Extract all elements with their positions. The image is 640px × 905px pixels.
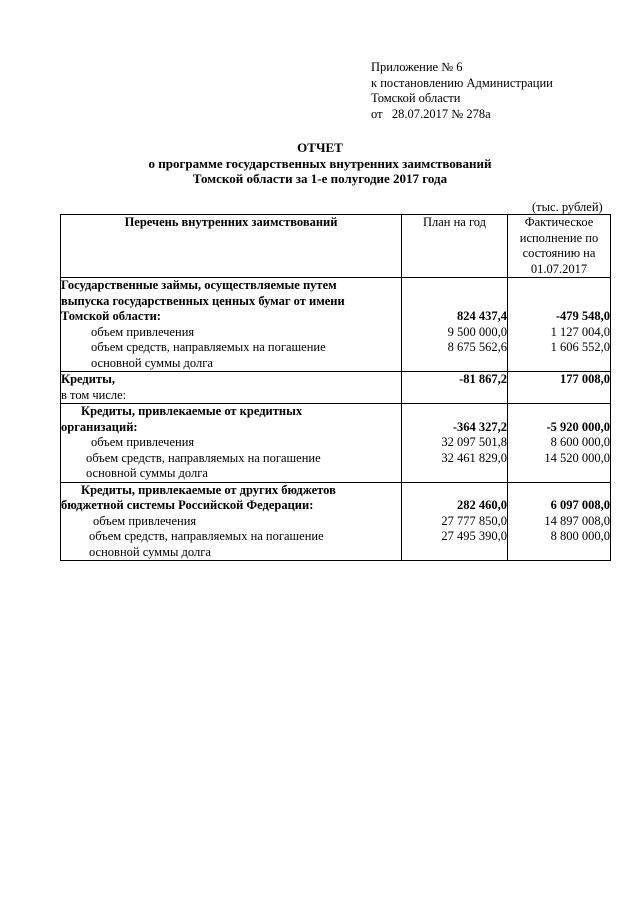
row-label: в том числе: bbox=[61, 387, 127, 402]
fact-cell bbox=[508, 372, 611, 404]
plan-cell bbox=[402, 404, 508, 483]
plan-cell bbox=[402, 372, 508, 404]
row-label: выпуска государственных ценных бумаг от имени bbox=[61, 293, 345, 308]
header-name: Перечень внутренних заимствований bbox=[61, 215, 402, 278]
row-label: основной суммы долга bbox=[91, 355, 213, 370]
row-label: организаций: bbox=[61, 419, 138, 434]
title-period: Томской области за 1-е полугодие 2017 года bbox=[192, 171, 448, 186]
plan-value: 282 460,0 bbox=[457, 498, 507, 512]
row-label: основной суммы долга bbox=[86, 466, 208, 480]
fact-value: 14 520 000,0 bbox=[544, 450, 610, 465]
fact-value: 14 897 008,0 bbox=[544, 513, 610, 528]
plan-cell bbox=[402, 482, 508, 561]
appendix-reference bbox=[371, 60, 553, 122]
row-label: объем средств, направляемых на погашение bbox=[91, 340, 326, 354]
row-label: Государственные займы, осуществляемые путем bbox=[61, 278, 337, 292]
plan-value: 27 777 850,0 bbox=[441, 513, 507, 528]
fact-cell bbox=[508, 278, 611, 372]
appendix-region: Томской области bbox=[371, 91, 461, 105]
row-name-cell bbox=[61, 404, 402, 483]
header-fact bbox=[508, 215, 611, 278]
row-label: бюджетной системы Российской Федерации: bbox=[61, 498, 314, 512]
header-fact-line: Фактическое bbox=[524, 215, 594, 229]
header-fact-line: 01.07.2017 bbox=[530, 261, 588, 276]
plan-value: 32 461 829,0 bbox=[441, 450, 507, 465]
table-row bbox=[61, 404, 611, 483]
appendix-number: Приложение № 6 bbox=[371, 60, 463, 74]
row-label: Томской области: bbox=[61, 309, 161, 323]
plan-cell bbox=[402, 278, 508, 372]
header-fact-line: исполнение по bbox=[519, 230, 599, 245]
report-title bbox=[0, 140, 640, 187]
plan-value: 9 500 000,0 bbox=[447, 324, 507, 339]
row-label: Кредиты, bbox=[61, 372, 115, 386]
table-header-row bbox=[61, 215, 611, 278]
plan-value: 27 495 390,0 bbox=[441, 529, 507, 543]
header-plan: План на год bbox=[402, 215, 508, 278]
row-name-cell bbox=[61, 278, 402, 372]
row-label: объем привлечения bbox=[91, 435, 195, 449]
appendix-decree: к постановлению Администрации bbox=[371, 75, 553, 90]
plan-value: -364 327,2 bbox=[452, 419, 507, 434]
row-name-cell bbox=[61, 372, 402, 404]
table-row bbox=[61, 372, 611, 404]
plan-value: -81 867,2 bbox=[459, 372, 507, 386]
plan-value: 824 437,4 bbox=[457, 309, 507, 323]
table-row bbox=[61, 482, 611, 561]
fact-value: -5 920 000,0 bbox=[546, 419, 610, 434]
appendix-date: от 28.07.2017 № 278а bbox=[371, 106, 491, 121]
fact-value: 1 606 552,0 bbox=[550, 340, 610, 354]
table-row bbox=[61, 278, 611, 372]
row-label: объем средств, направляемых на погашение bbox=[86, 450, 321, 465]
fact-value: -479 548,0 bbox=[555, 309, 610, 323]
row-name-cell bbox=[61, 482, 402, 561]
fact-cell bbox=[508, 404, 611, 483]
title-subject: о программе государственных внутренних заимствований bbox=[148, 155, 492, 171]
fact-value: 8 800 000,0 bbox=[550, 529, 610, 543]
plan-value: 8 675 562,6 bbox=[447, 340, 507, 354]
fact-value: 1 127 004,0 bbox=[550, 324, 610, 339]
fact-value: 177 008,0 bbox=[560, 372, 610, 386]
title-heading: ОТЧЕТ bbox=[297, 140, 343, 155]
row-label: объем привлечения bbox=[93, 513, 197, 528]
fact-value: 8 600 000,0 bbox=[550, 435, 610, 449]
row-label: объем привлечения bbox=[91, 324, 195, 339]
row-label: объем средств, направляемых на погашение bbox=[89, 529, 324, 543]
fact-value: 6 097 008,0 bbox=[550, 498, 610, 512]
header-fact-line: состоянию на bbox=[522, 246, 596, 260]
row-label: Кредиты, привлекаемые от других бюджетов bbox=[81, 482, 336, 497]
fact-cell bbox=[508, 482, 611, 561]
units-note: (тыс. рублей) bbox=[532, 200, 603, 214]
plan-value: 32 097 501,8 bbox=[441, 435, 507, 449]
row-label: Кредиты, привлекаемые от кредитных bbox=[81, 404, 303, 418]
borrowings-table bbox=[60, 214, 611, 561]
row-label: основной суммы долга bbox=[89, 544, 211, 559]
